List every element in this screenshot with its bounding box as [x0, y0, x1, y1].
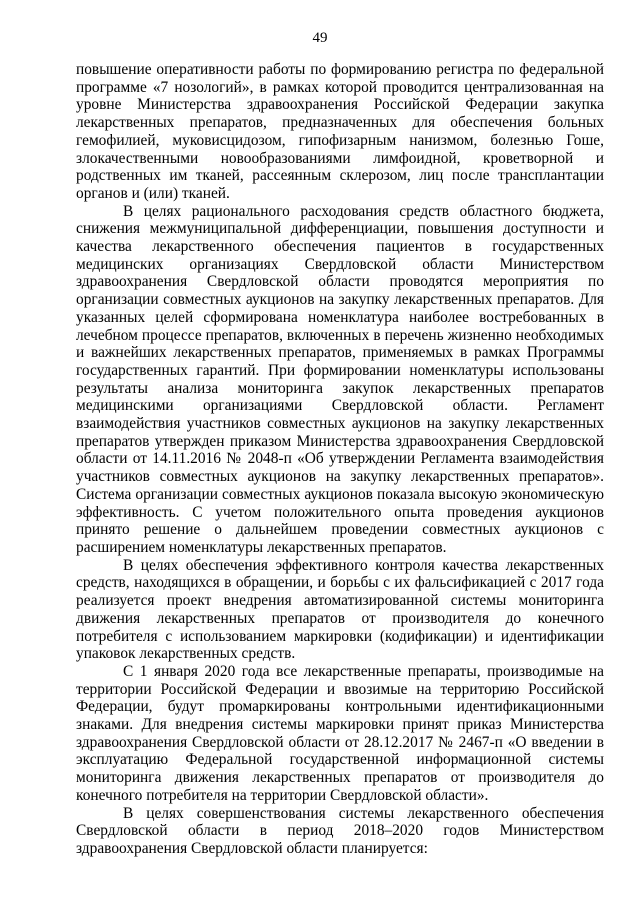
paragraph-marking-system: С 1 января 2020 года все лекарственные препараты, производимые на территории Российской Федерации и ввозимые на территорию Российской Федерации, будут промаркированы контрольными идентификационными знаками. Для внедрения системы маркировки принят приказ Министерства здравоохранения Свердловской области от 28.12.2017 № 2467-п «О введении в эксплуатацию Федеральной государственной информационной системы мониторинга движения лекарственных препаратов от производителя до конечного потребителя на территории Свердловской области».	[76, 662, 604, 804]
paragraph-continuation: повышение оперативности работы по формированию регистра по федеральной программе «7 нозологий», в рамках которой проводится централизованная на уровне Министерства здравоохранения Российской Федерации закупка лекарственных препаратов, предназначенных для обеспечения больных гемофилией, муковисцидозом, гипофизарным нанизмом, болезнью Гоше, злокачественными новообразованиями лимфоидной, кроветворной и родственных им тканей, рассеянным склерозом, лиц после трансплантации органов и (или) тканей.	[76, 61, 604, 202]
page-number: 49	[312, 30, 328, 46]
paragraph-joint-auctions: В целях рационального расходования средств областного бюджета, снижения межмуниципальной дифференциации, повышения доступности и качества лекарственного обеспечения пациентов в государственных медицинских организациях Свердловской области Министерством здравоохранения Свердловской области проводятся мероприятия по организации совместных аукционов на закупку лекарственных препаратов. Для указанных целей сформирована номенклатура наиболее востребованных в лечебном процессе препаратов, включенных в перечень жизненно необходимых и важнейших лекарственных препаратов, применяемых в рамках Программы государственных гарантий. При формировании номенклатуры использованы результаты анализа мониторинга закупок лекарственных препаратов медицинскими организациями Свердловской области. Регламент взаимодействия участников совместных аукционов на закупку лекарственных препаратов утвержден приказом Министерства здравоохранения Свердловской области от 14.11.2016 № 2048-п «Об утверждении Регламента взаимодействия участников совместных аукционов на закупку лекарственных препаратов». Система организации совместных аукционов показала высокую экономическую эффективность. С учетом положительного опыта проведения аукционов принято решение о дальнейшем проведении совместных аукционов с расширением номенклатуры лекарственных препаратов.	[76, 202, 604, 556]
paragraph-plans: В целях совершенствования системы лекарственного обеспечения Свердловской области в период 2018–2020 годов Министерством здравоохранения Свердловской области планируется:	[76, 804, 604, 857]
document-body	[76, 61, 604, 858]
paragraph-quality-control: В целях обеспечения эффективного контроля качества лекарственных средств, находящихся в обращении, и борьбы с их фальсификацией с 2017 года реализуется проект внедрения автоматизированной системы мониторинга движения лекарственных препаратов от производителя до конечного потребителя с использованием маркировки (кодификации) и идентификации упаковок лекарственных средств.	[76, 556, 604, 663]
